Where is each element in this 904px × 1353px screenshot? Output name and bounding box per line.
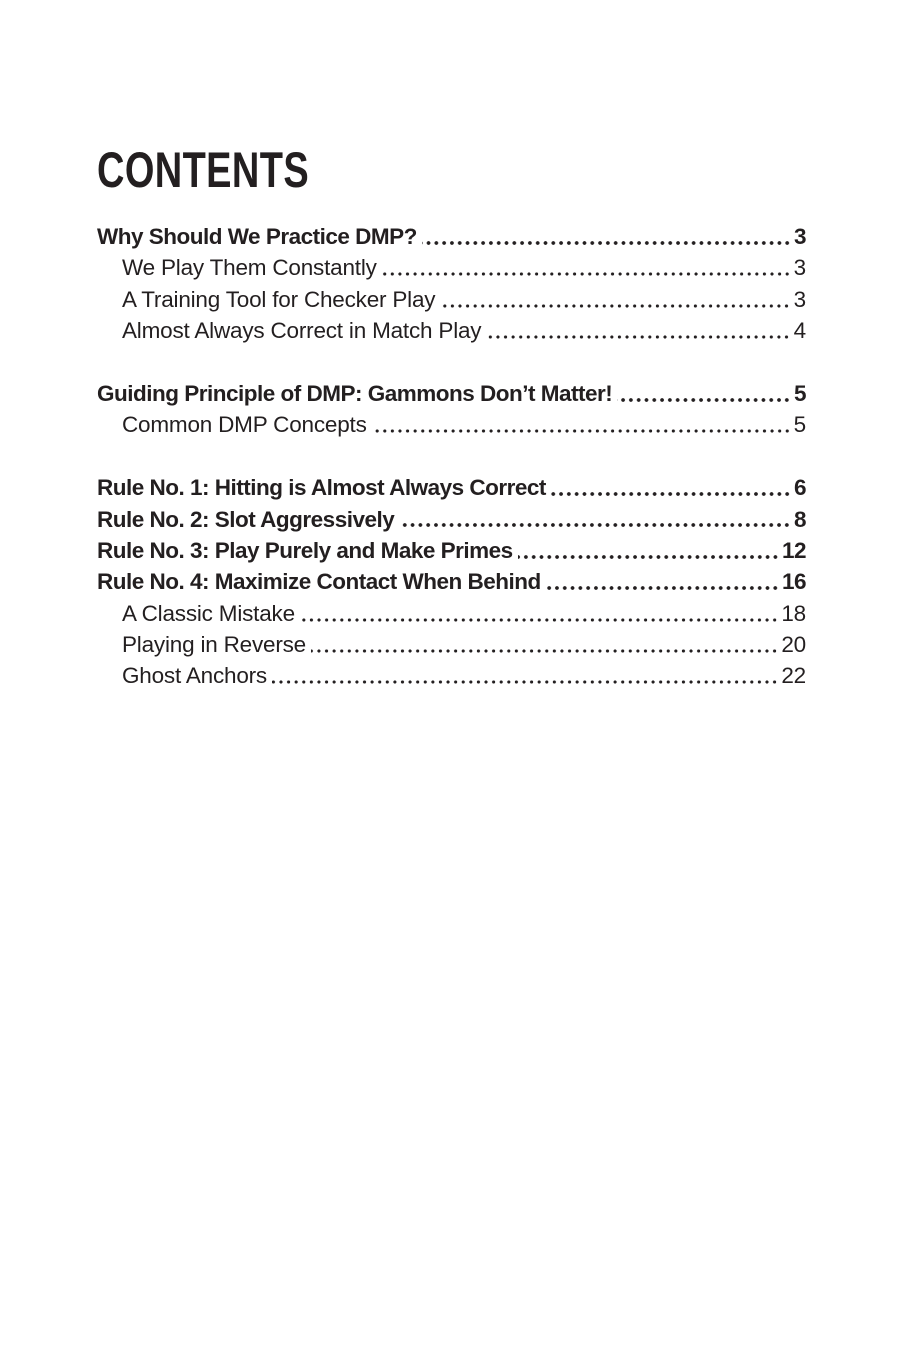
toc-entry-label: Ghost Anchors bbox=[122, 663, 267, 689]
dot-leader bbox=[435, 284, 793, 315]
toc-entry[interactable] bbox=[97, 472, 806, 503]
toc-entry-label: Rule No. 3: Play Purely and Make Primes bbox=[97, 537, 513, 563]
dot-leader bbox=[546, 472, 794, 503]
toc-entry-page: 3 bbox=[793, 224, 806, 249]
toc-entry[interactable] bbox=[97, 504, 806, 535]
dot-leader bbox=[267, 660, 781, 691]
toc-entry[interactable] bbox=[97, 598, 806, 629]
toc-entry[interactable] bbox=[97, 566, 806, 597]
toc-entry-page: 6 bbox=[793, 475, 806, 501]
dot-leader bbox=[306, 629, 781, 660]
dot-leader bbox=[377, 252, 794, 283]
toc-entry-label: We Play Them Constantly bbox=[122, 255, 377, 281]
toc-entry[interactable] bbox=[97, 378, 806, 409]
toc-entry-label: Rule No. 4: Maximize Contact When Behind bbox=[97, 569, 541, 595]
toc-entry-label: A Training Tool for Checker Play bbox=[122, 286, 436, 312]
toc-group bbox=[97, 378, 806, 441]
toc-entry[interactable] bbox=[97, 315, 806, 346]
toc-entry-label: Almost Always Correct in Match Play bbox=[122, 318, 482, 344]
dot-leader bbox=[417, 221, 794, 252]
dot-leader bbox=[612, 378, 794, 409]
toc-entry[interactable] bbox=[97, 629, 806, 660]
toc-entry-label: A Classic Mistake bbox=[122, 600, 295, 626]
dot-leader bbox=[541, 566, 782, 597]
toc-entry-page: 5 bbox=[793, 412, 806, 438]
toc-entry[interactable] bbox=[97, 252, 806, 283]
toc-entry-page: 8 bbox=[793, 506, 806, 532]
toc-entry[interactable] bbox=[97, 221, 806, 252]
toc-entry-page: 12 bbox=[781, 537, 806, 563]
dot-leader bbox=[367, 409, 794, 440]
toc-entry-page: 16 bbox=[781, 569, 806, 595]
dot-leader bbox=[513, 535, 782, 566]
toc-entry[interactable] bbox=[97, 284, 806, 315]
table-of-contents bbox=[97, 221, 806, 692]
dot-leader bbox=[481, 315, 793, 346]
toc-group bbox=[97, 221, 806, 347]
dot-leader bbox=[295, 598, 781, 629]
toc-entry-page: 3 bbox=[793, 255, 806, 281]
toc-entry-label: Why Should We Practice DMP? bbox=[97, 224, 417, 249]
dot-leader bbox=[394, 504, 794, 535]
toc-entry[interactable] bbox=[97, 409, 806, 440]
toc-entry-label: Rule No. 1: Hitting is Almost Always Correct bbox=[97, 475, 546, 501]
toc-entry-label: Playing in Reverse bbox=[122, 632, 306, 658]
page-title: CONTENTS bbox=[97, 142, 310, 198]
toc-entry[interactable] bbox=[97, 535, 806, 566]
toc-entry-page: 20 bbox=[781, 632, 806, 658]
toc-entry[interactable] bbox=[97, 660, 806, 691]
toc-entry-label: Guiding Principle of DMP: Gammons Don’t Matter! bbox=[97, 380, 613, 406]
toc-entry-page: 5 bbox=[793, 380, 806, 406]
toc-entry-page: 22 bbox=[781, 663, 806, 689]
toc-entry-label: Common DMP Concepts bbox=[122, 412, 367, 438]
toc-entry-label: Rule No. 2: Slot Aggressively bbox=[97, 506, 395, 532]
toc-entry-page: 3 bbox=[793, 286, 806, 312]
toc-entry-page: 4 bbox=[793, 318, 806, 344]
toc-group bbox=[97, 472, 806, 692]
toc-entry-page: 18 bbox=[781, 600, 806, 626]
